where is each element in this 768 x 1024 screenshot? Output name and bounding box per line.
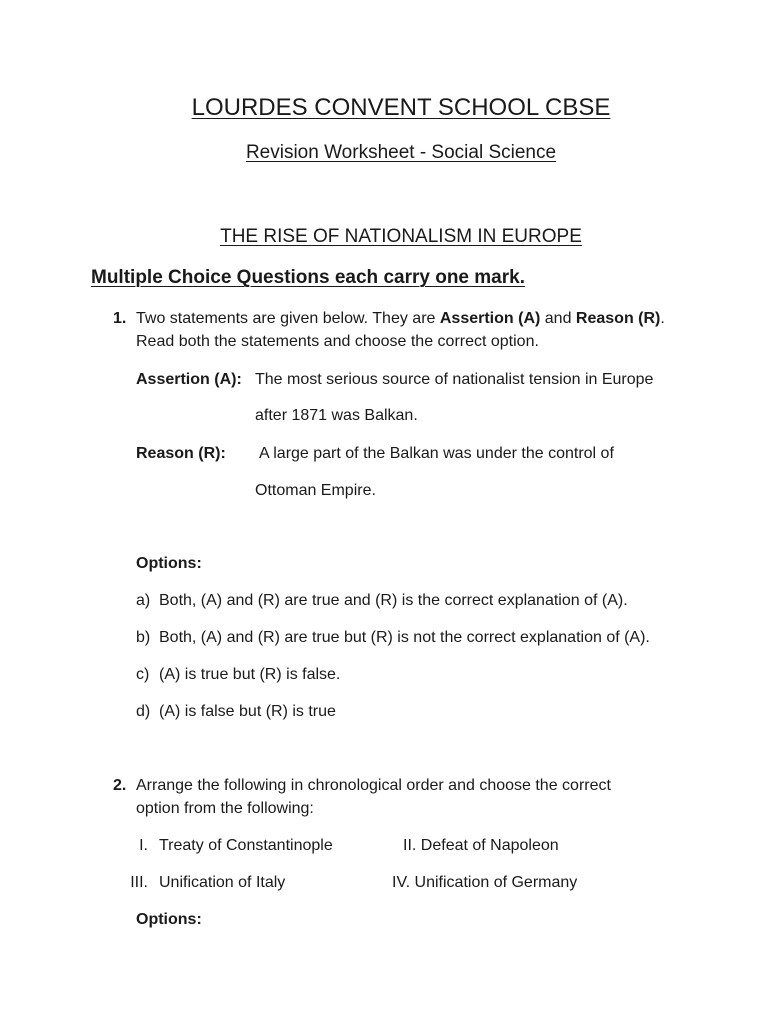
q1-number: 1. [113, 310, 127, 327]
event-item: II. Defeat of Napoleon [403, 837, 559, 854]
q2-text-line1: Arrange the following in chronological order and choose the correct [136, 777, 611, 794]
school-name: LOURDES CONVENT SCHOOL CBSE [191, 94, 611, 121]
assertion-text-line1: The most serious source of nationalist tension in Europe [255, 371, 654, 388]
q1-intro-line2: Read both the statements and choose the correct option. [136, 333, 539, 350]
q2-options-label: Options: [136, 911, 202, 928]
event-item: Unification of Italy [159, 874, 286, 891]
chapter-title: THE RISE OF NATIONALISM IN EUROPE [220, 226, 582, 247]
event-item: IV. Unification of Germany [392, 874, 578, 891]
roman-numeral: I. [139, 837, 148, 854]
option-letter: b) [136, 629, 151, 646]
event-item: Treaty of Constantinople [159, 837, 333, 854]
option-letter: d) [136, 703, 151, 720]
section-heading: Multiple Choice Questions each carry one mark. [91, 267, 525, 288]
q1-options-label: Options: [136, 555, 202, 572]
option-text: Both, (A) and (R) are true and (R) is the correct explanation of (A). [159, 592, 628, 609]
option-text: (A) is false but (R) is true [159, 703, 336, 720]
q1-intro-line1: Two statements are given below. They are Assertion (A) and Reason (R). [136, 310, 665, 327]
assertion-text-line2: after 1871 was Balkan. [255, 407, 418, 424]
reason-text-line1: A large part of the Balkan was under the control of [259, 445, 614, 462]
assertion-label: Assertion (A): [136, 371, 242, 388]
option-text: (A) is true but (R) is false. [159, 666, 341, 683]
worksheet-subtitle: Revision Worksheet - Social Science [245, 142, 557, 163]
reason-label: Reason (R): [136, 445, 226, 462]
q2-text-line2: option from the following: [136, 800, 314, 817]
option-letter: c) [136, 666, 150, 683]
reason-text-line2: Ottoman Empire. [255, 482, 376, 499]
roman-numeral: III. [130, 874, 148, 891]
option-letter: a) [136, 592, 151, 609]
option-text: Both, (A) and (R) are true but (R) is not the correct explanation of (A). [159, 629, 650, 646]
q2-number: 2. [113, 777, 127, 794]
